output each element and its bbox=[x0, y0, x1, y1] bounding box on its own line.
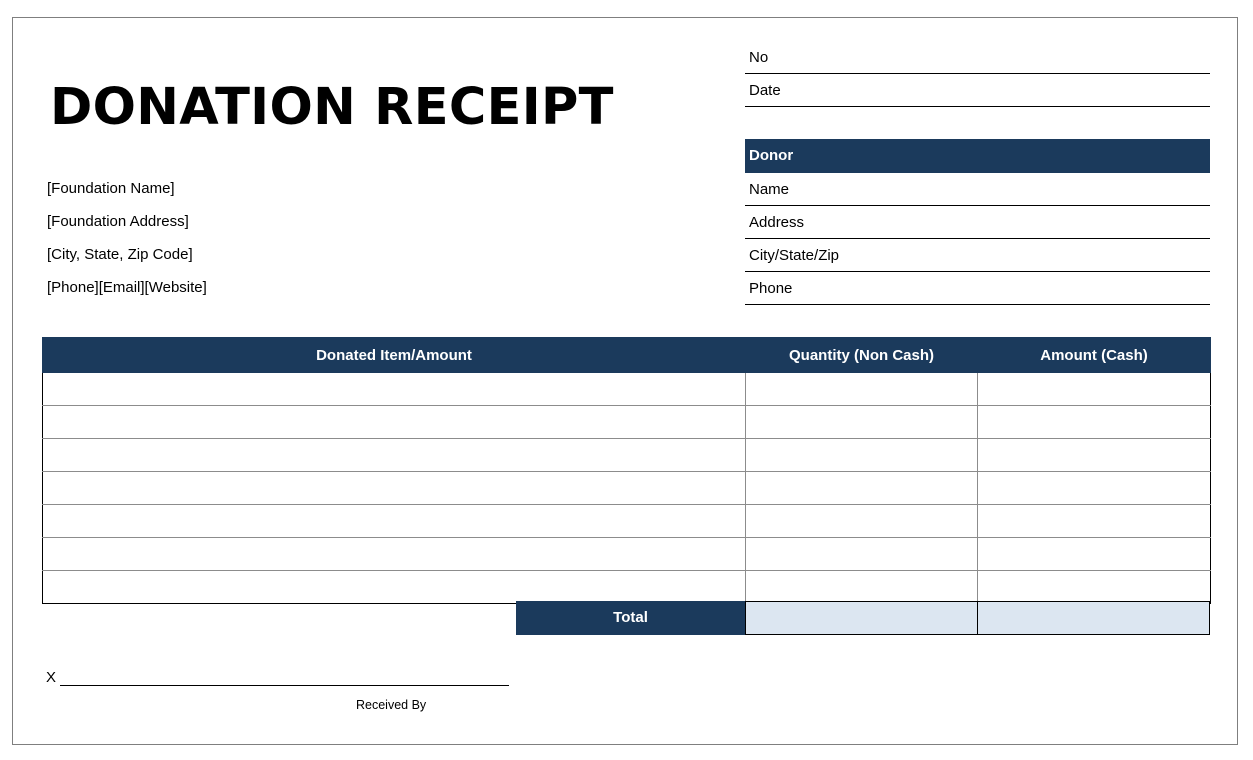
item-cell[interactable] bbox=[43, 439, 746, 472]
signature-line[interactable] bbox=[60, 685, 509, 686]
item-cell[interactable] bbox=[43, 373, 746, 406]
amount-cell[interactable] bbox=[978, 505, 1211, 538]
quantity-cell[interactable] bbox=[746, 406, 978, 439]
amount-cell[interactable] bbox=[978, 373, 1211, 406]
table-row bbox=[43, 373, 1211, 406]
foundation-city-state-zip: [City, State, Zip Code] bbox=[47, 246, 193, 263]
table-row bbox=[43, 439, 1211, 472]
table-row bbox=[43, 538, 1211, 571]
donor-address-field[interactable] bbox=[745, 206, 1210, 239]
item-cell[interactable] bbox=[43, 571, 746, 604]
foundation-address: [Foundation Address] bbox=[47, 213, 189, 230]
quantity-cell[interactable] bbox=[746, 538, 978, 571]
quantity-cell[interactable] bbox=[746, 472, 978, 505]
receipt-date-field[interactable] bbox=[745, 74, 1210, 107]
signature-marker: X bbox=[46, 669, 57, 686]
receipt-no-field[interactable] bbox=[745, 41, 1210, 74]
donor-name-field[interactable] bbox=[745, 173, 1210, 206]
column-header-item: Donated Item/Amount bbox=[43, 338, 746, 373]
receipt-date-label: Date bbox=[749, 82, 781, 99]
donor-city-label: City/State/Zip bbox=[749, 247, 840, 264]
table-row bbox=[43, 406, 1211, 439]
quantity-cell[interactable] bbox=[746, 571, 978, 604]
table-row bbox=[43, 472, 1211, 505]
amount-cell[interactable] bbox=[978, 472, 1211, 505]
table-row bbox=[43, 571, 1211, 604]
table-header-row bbox=[43, 338, 1211, 373]
quantity-cell[interactable] bbox=[746, 373, 978, 406]
amount-cell[interactable] bbox=[978, 538, 1211, 571]
receipt-no-label: No bbox=[749, 49, 769, 66]
amount-cell[interactable] bbox=[978, 439, 1211, 472]
item-cell[interactable] bbox=[43, 538, 746, 571]
page-title: DONATION RECEIPT bbox=[50, 78, 614, 137]
signature-caption: Received By bbox=[356, 698, 427, 712]
donor-heading: Donor bbox=[745, 139, 1210, 173]
quantity-cell[interactable] bbox=[746, 439, 978, 472]
item-cell[interactable] bbox=[43, 472, 746, 505]
total-quantity-cell[interactable] bbox=[745, 601, 978, 635]
table-row bbox=[43, 505, 1211, 538]
quantity-cell[interactable] bbox=[746, 505, 978, 538]
donor-city-field[interactable] bbox=[745, 239, 1210, 272]
amount-cell[interactable] bbox=[978, 571, 1211, 604]
column-header-quantity: Quantity (Non Cash) bbox=[746, 338, 978, 373]
foundation-name: [Foundation Name] bbox=[47, 180, 175, 197]
item-cell[interactable] bbox=[43, 505, 746, 538]
donor-phone-field[interactable] bbox=[745, 272, 1210, 305]
donor-phone-label: Phone bbox=[749, 280, 793, 297]
amount-cell[interactable] bbox=[978, 406, 1211, 439]
foundation-contact: [Phone][Email][Website] bbox=[47, 279, 207, 296]
donor-name-label: Name bbox=[749, 181, 790, 198]
donation-items-table bbox=[42, 337, 1211, 604]
column-header-amount: Amount (Cash) bbox=[978, 338, 1211, 373]
item-cell[interactable] bbox=[43, 406, 746, 439]
total-label: Total bbox=[516, 601, 745, 635]
donor-address-label: Address bbox=[749, 214, 805, 231]
total-amount-cell[interactable] bbox=[977, 601, 1210, 635]
